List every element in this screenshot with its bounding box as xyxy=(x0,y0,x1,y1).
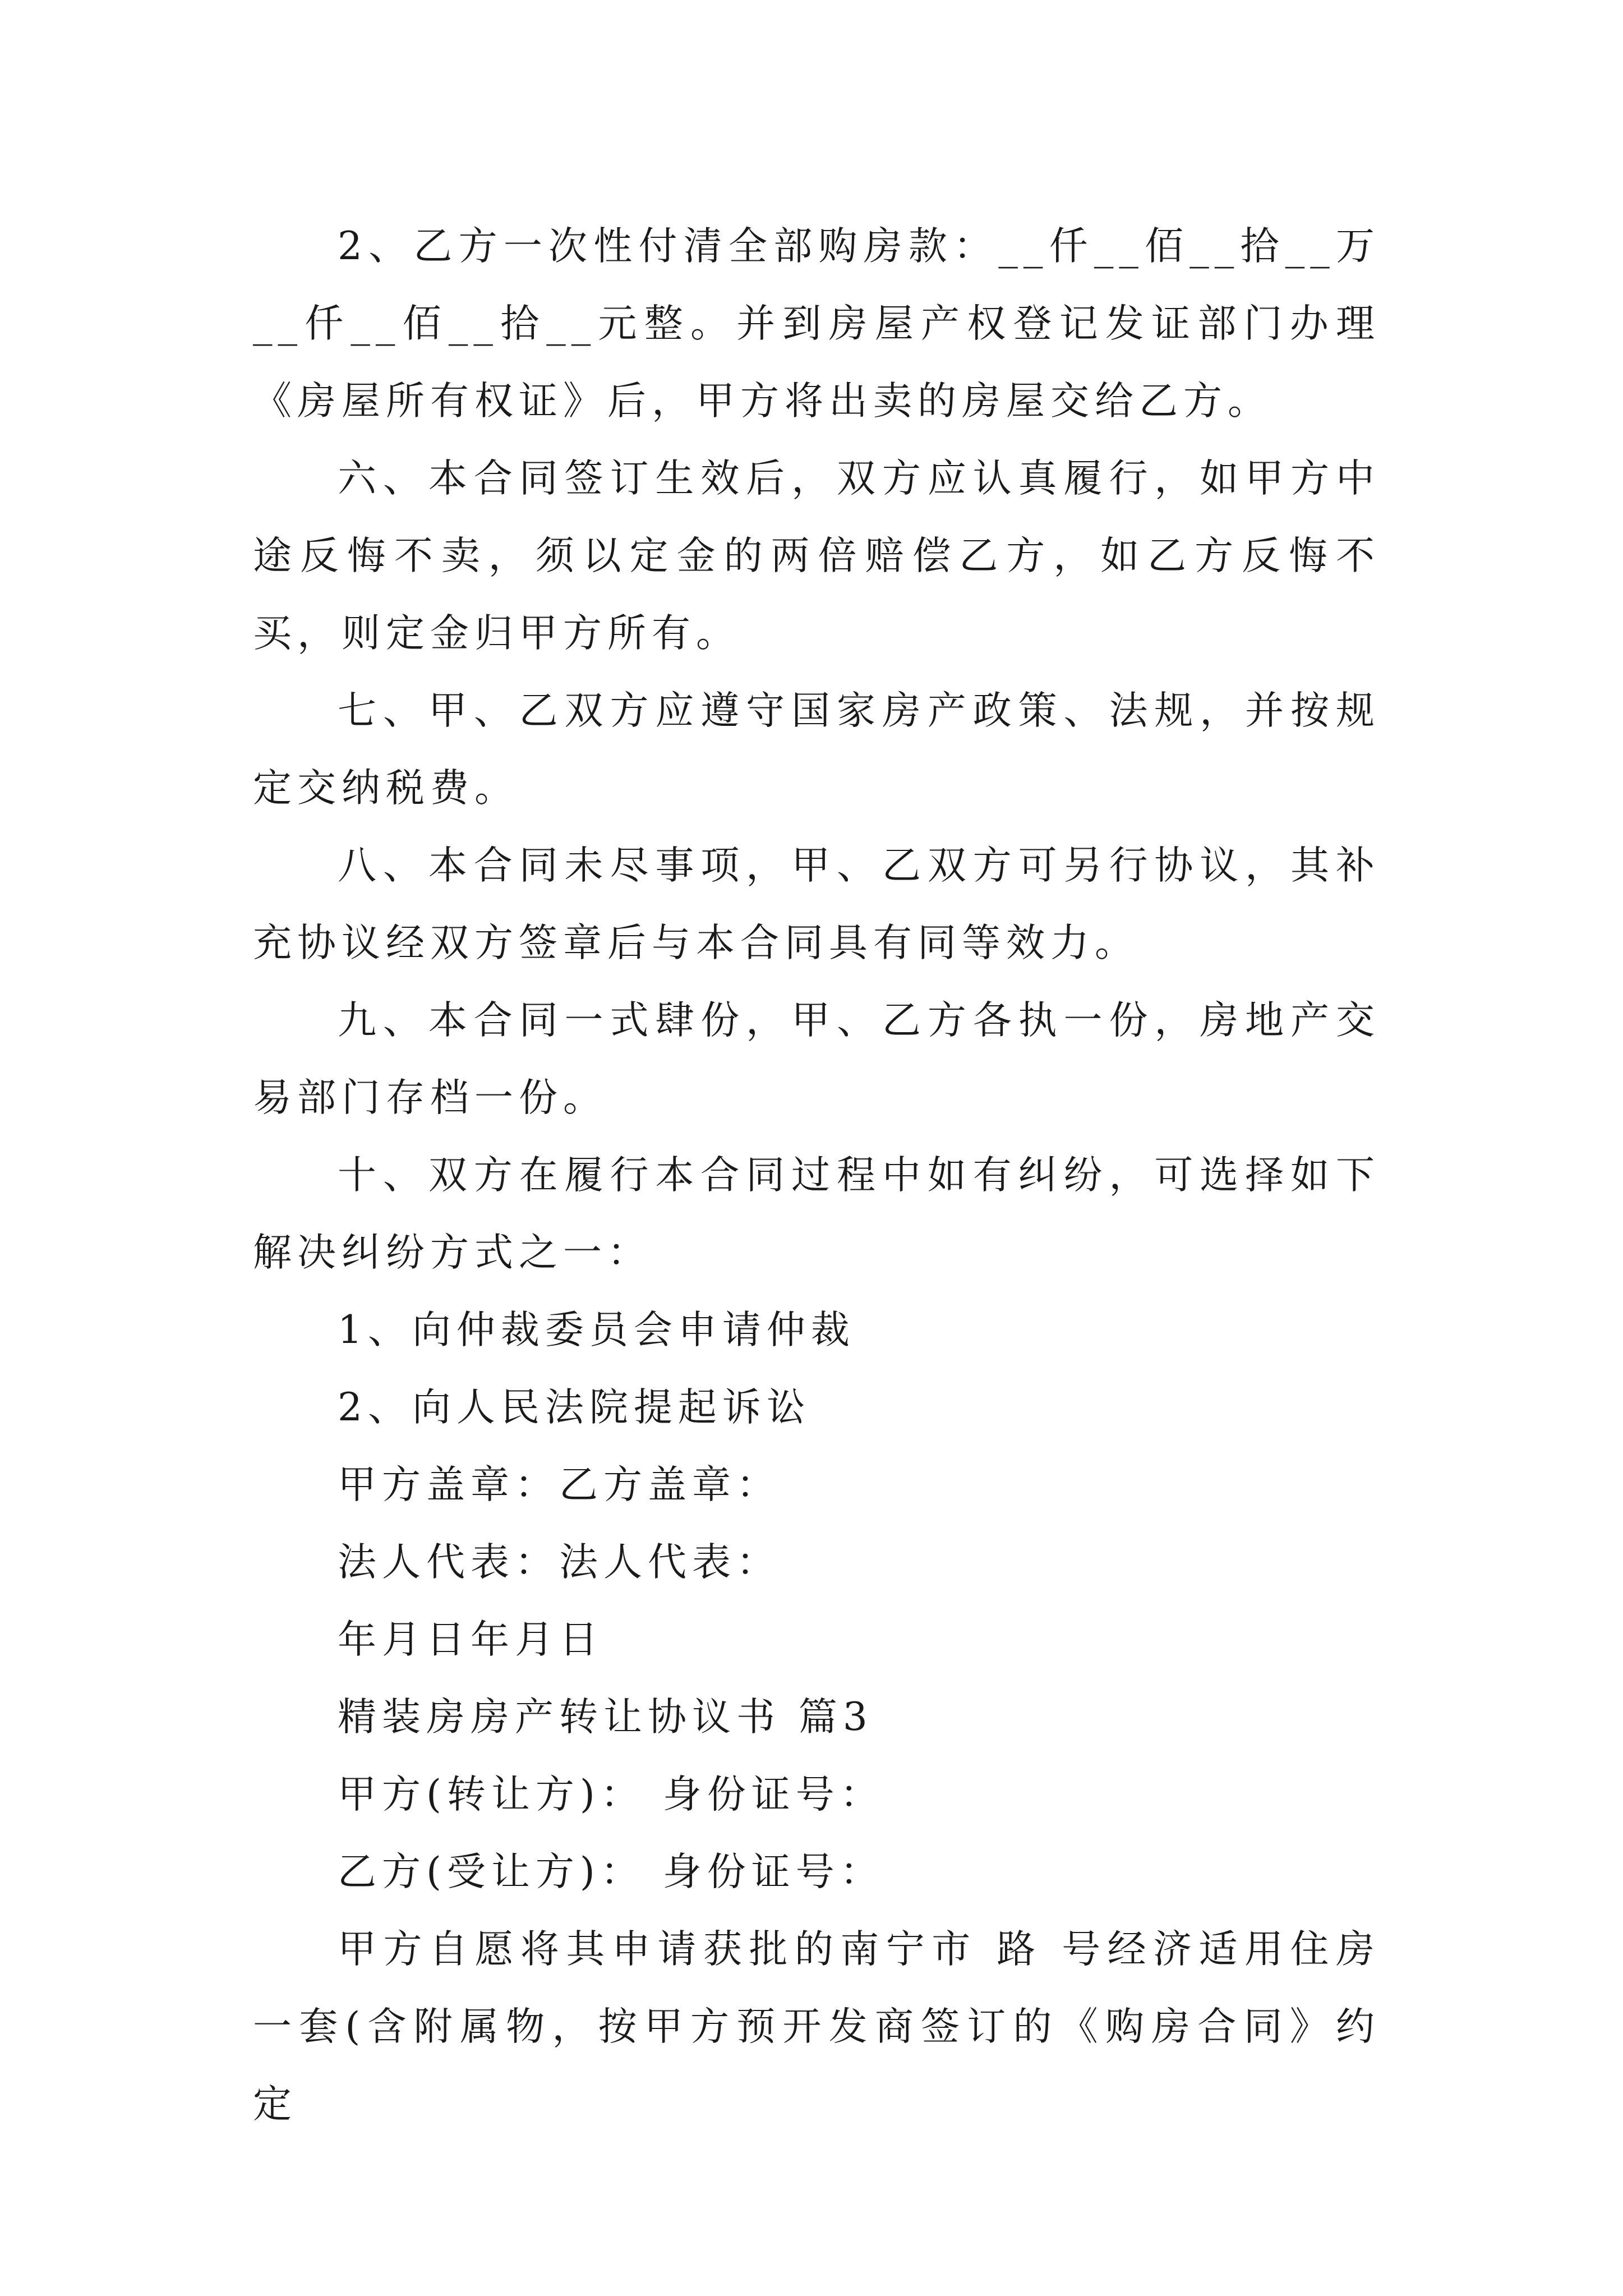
party-b-line: 乙方(受让方)： 身份证号： xyxy=(338,1849,884,1894)
document-body xyxy=(253,208,1380,2143)
paragraph-clause-7: 七、甲、乙双方应遵守国家房产政策、法规，并按规定交纳税费。 xyxy=(253,688,1380,811)
paragraph-clause-6: 六、本合同签订生效后，双方应认真履行，如甲方中途反悔不卖，须以定金的两倍赔偿乙方，如乙方反悔不买，则定金归甲方所有。 xyxy=(253,456,1380,656)
seal-line: 甲方盖章：乙方盖章： xyxy=(338,1462,781,1507)
paragraph-transfer: 甲方自愿将其申请获批的南宁市 路 号经济适用住房一套(含附属物，按甲方预开发商签订的《购房合同》约定 xyxy=(253,1927,1380,2127)
paragraph-clause-8: 八、本合同未尽事项，甲、乙双方可另行协议，其补充协议经双方签章后与本合同具有同等效力。 xyxy=(253,843,1380,965)
date-line: 年月日年月日 xyxy=(338,1617,603,1662)
section-heading: 精装房房产转让协议书 篇3 xyxy=(338,1695,873,1740)
paragraph-payment: 2、乙方一次性付清全部购房款：__仟__佰__拾__万__仟__佰__拾__元整。并到房屋产权登记发证部门办理《房屋所有权证》后，甲方将出卖的房屋交给乙方。 xyxy=(253,224,1380,424)
dispute-option-lawsuit: 2、向人民法院提起诉讼 xyxy=(338,1385,811,1430)
legal-representative-line: 法人代表：法人代表： xyxy=(338,1540,781,1585)
paragraph-clause-10: 十、双方在履行本合同过程中如有纠纷，可选择如下解决纠纷方式之一： xyxy=(253,1153,1380,1275)
dispute-option-arbitration: 1、向仲裁委员会申请仲裁 xyxy=(338,1308,855,1352)
party-a-line: 甲方(转让方)： 身份证号： xyxy=(338,1772,884,1817)
paragraph-clause-9: 九、本合同一式肆份，甲、乙方各执一份，房地产交易部门存档一份。 xyxy=(253,998,1380,1120)
